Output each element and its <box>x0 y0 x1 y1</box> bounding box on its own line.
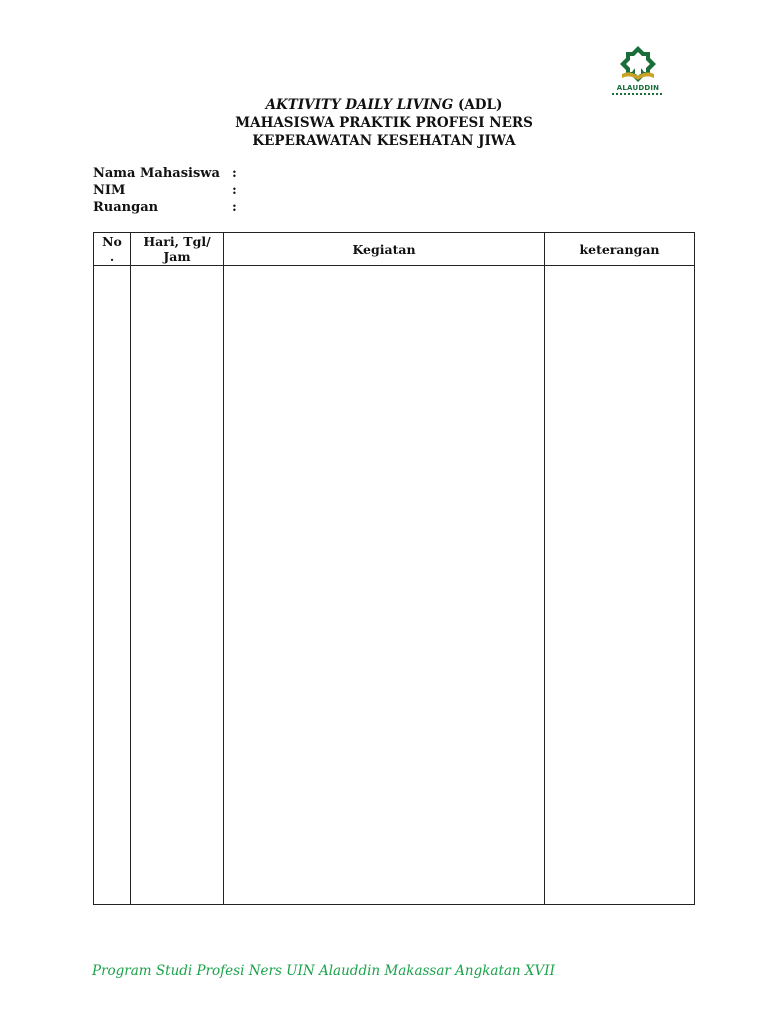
title-line-3: KEPERAWATAN KESEHATAN JIWA <box>252 133 516 149</box>
field-colon: : <box>232 183 237 198</box>
header-no-line2: . <box>109 249 115 264</box>
field-colon: : <box>232 166 237 181</box>
header-hari <box>131 233 224 266</box>
header-no <box>94 233 131 266</box>
cell-keterangan[interactable] <box>545 266 695 905</box>
title-rest: (ADL) <box>453 97 503 113</box>
header-hari-line1: Hari, Tgl/ <box>143 234 211 249</box>
table-row <box>94 266 695 905</box>
field-ruangan <box>93 199 242 216</box>
document-title <box>0 96 768 150</box>
university-logo <box>612 44 664 100</box>
title-line-1 <box>0 96 768 114</box>
mosque-logo-icon <box>612 44 664 86</box>
header-keterangan: keterangan <box>545 233 695 266</box>
activity-table <box>93 232 695 905</box>
header-no-line1: No <box>102 234 122 249</box>
cell-hari[interactable] <box>131 266 224 905</box>
logo-underline <box>612 93 664 95</box>
field-colon: : <box>232 200 237 215</box>
title-line-2: MAHASISWA PRAKTIK PROFESI NERS <box>235 115 533 131</box>
logo-name: ALAUDDIN <box>616 84 660 92</box>
cell-no[interactable] <box>94 266 131 905</box>
student-info <box>93 165 242 216</box>
field-label: NIM <box>93 183 126 198</box>
field-label: Ruangan <box>93 200 159 215</box>
table-header-row <box>94 233 695 266</box>
title-italic: AKTIVITY DAILY LIVING <box>265 97 454 113</box>
field-nim <box>93 182 242 199</box>
cell-kegiatan[interactable] <box>224 266 545 905</box>
footer-text: Program Studi Profesi Ners UIN Alauddin Makassar Angkatan XVII <box>92 963 555 979</box>
header-hari-line2: Jam <box>163 249 191 264</box>
field-nama <box>93 165 242 182</box>
field-label: Nama Mahasiswa <box>93 166 220 181</box>
header-kegiatan: Kegiatan <box>224 233 545 266</box>
